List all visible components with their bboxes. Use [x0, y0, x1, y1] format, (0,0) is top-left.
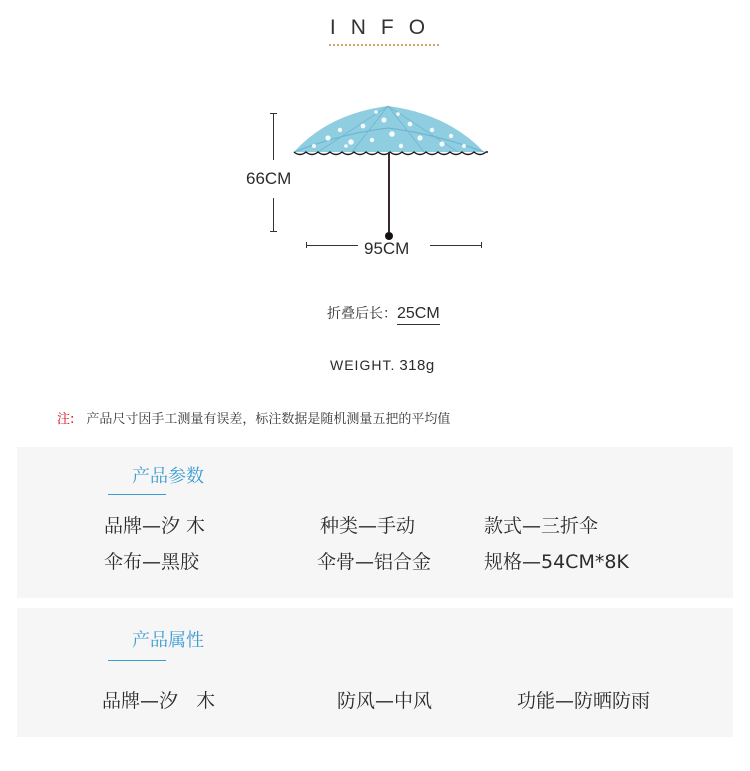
note-label: 注:	[57, 412, 75, 427]
params-section-title: 产品参数	[132, 466, 204, 487]
note-text: 产品尺寸因手工测量有误差，标注数据是随机测量五把的平均值	[86, 412, 451, 427]
info-title: INFO	[329, 16, 441, 39]
param-style: 款式—三折伞	[484, 515, 599, 537]
folded-length-label: 折叠后长：	[327, 306, 397, 322]
param-type: 种类—手动	[320, 515, 416, 537]
attribute-brand: 品牌—汐 木	[102, 690, 216, 712]
width-label: 95CM	[364, 239, 410, 258]
width-dimension-line-right	[430, 245, 481, 246]
weight-value: 318g	[399, 357, 435, 374]
measurement-note	[57, 408, 450, 427]
param-brand: 品牌—汐 木	[104, 515, 206, 537]
weight-label: WEIGHT.	[330, 357, 396, 373]
umbrella-icon	[288, 100, 488, 245]
product-attributes-panel	[17, 608, 733, 737]
title-dotted-underline	[329, 44, 439, 46]
width-dimension-right-tick	[481, 242, 482, 248]
width-dimension-line-left	[306, 245, 358, 246]
folded-length	[327, 303, 440, 323]
params-title-underline	[108, 494, 166, 495]
attributes-section-title: 产品属性	[132, 630, 204, 651]
height-dimension-bottom-tick	[270, 231, 277, 232]
product-params-panel	[17, 447, 733, 598]
param-fabric: 伞布—黑胶	[104, 551, 200, 573]
folded-length-value: 25CM	[397, 305, 440, 325]
attributes-title-underline	[108, 660, 166, 661]
height-dimension-top-tick	[270, 113, 277, 114]
param-frame: 伞骨—铝合金	[317, 551, 432, 573]
param-spec: 规格—54CM*8K	[484, 551, 629, 573]
height-label: 66CM	[246, 169, 292, 188]
attribute-wind-resistance: 防风—中风	[337, 690, 433, 712]
weight	[330, 357, 435, 374]
attribute-function: 功能—防晒防雨	[517, 690, 651, 712]
